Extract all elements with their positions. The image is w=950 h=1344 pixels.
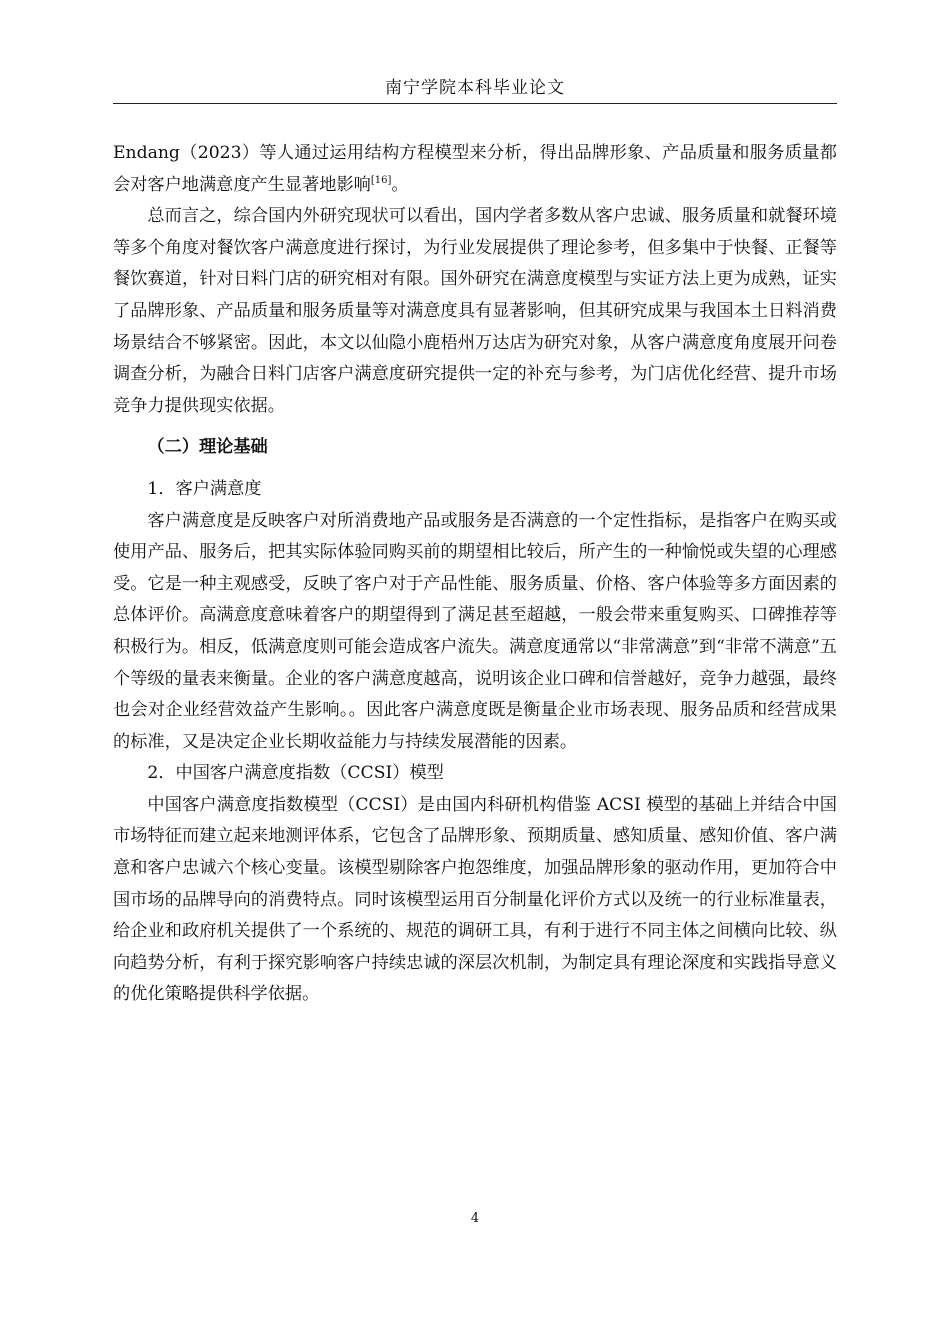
citation-16: [16] — [370, 174, 392, 186]
paragraph-endang — [113, 138, 837, 201]
section-heading-theory: （二）理论基础 — [147, 437, 268, 458]
paragraph-ccsi-model: 中国客户满意度指数模型（CCSI）是由国内科研机构借鉴 ACSI 模型的基础上并结合中国市场特征而建立起来地测评体系，它包含了品牌形象、预期质量、感知质量、感知价值、客户满意和客户忠诚六个核心变量。该模型剔除客户抱怨维度，加强品牌形象的驱动作用，更加符合中国市场的品牌导向的消费特点。同时该模型运用百分制量化评价方式以及统一的行业标准量表，给企业和政府机关提供了一个系统的、规范的调研工具，有利于进行不同主体之间横向比较、纵向趋势分析，有利于探究影响客户持续忠诚的深层次机制，为制定具有理论深度和实践指导意义的优化策略提供科学依据。 — [113, 794, 837, 1005]
paragraph-summary: 总而言之，综合国内外研究现状可以看出，国内学者多数从客户忠诚、服务质量和就餐环境等多个角度对餐饮客户满意度进行探讨，为行业发展提供了理论参考，但多集中于快餐、正餐等餐饮赛道，针对日料门店的研究相对有限。国外研究在满意度模型与实证方法上更为成熟，证实了品牌形象、产品质量和服务质量等对满意度具有显著影响，但其研究成果与我国本土日料消费场景结合不够紧密。因此，本文以仙隐小鹿梧州万达店为研究对象，从客户满意度角度展开问卷调查分析，为融合日料门店客户满意度研究提供一定的补充与参考，为门店优化经营、提升市场竞争力提供现实依据。 — [113, 206, 837, 416]
paragraph-customer-satisfaction: 客户满意度是反映客户对所消费地产品或服务是否满意的一个定性指标，是指客户在购买或使用产品、服务后，把其实际体验同购买前的期望相比较后，所产生的一种愉悦或失望的心理感受。它是一种主观感受，反映了客户对于产品性能、服务质量、价格、客户体验等多方面因素的总体评价。高满意度意味着客户的期望得到了满足甚至超越，一般会带来重复购买、口碑推荐等积极行为。相反，低满意度则可能会造成客户流失。满意度通常以“非常满意”到“非常不满意”五个等级的量表来衡量。企业的客户满意度越高，说明该企业口碑和信誉越好，竞争力越强，最终也会对企业经营效益产生影响。。因此客户满意度既是衡量企业市场表现、服务品质和经营成果的标准，又是决定企业长期收益能力与持续发展潜能的因素。 — [113, 510, 837, 752]
document-body — [113, 138, 837, 1011]
page-number: 4 — [470, 1211, 480, 1226]
subheading-customer-satisfaction: 1．客户满意度 — [147, 478, 262, 499]
subheading-ccsi-model: 2．中国客户满意度指数（CCSI）模型 — [147, 763, 444, 784]
paragraph-endang-end: 。 — [391, 174, 409, 195]
paragraph-endang-text: Endang（2023）等人通过运用结构方程模型来分析，得出品牌形象、产品质量和服务质量都会对客户地满意度产生显著地影响 — [113, 143, 837, 195]
header-divider — [113, 103, 837, 104]
page-header-title: 南宁学院本科毕业论文 — [385, 78, 565, 98]
